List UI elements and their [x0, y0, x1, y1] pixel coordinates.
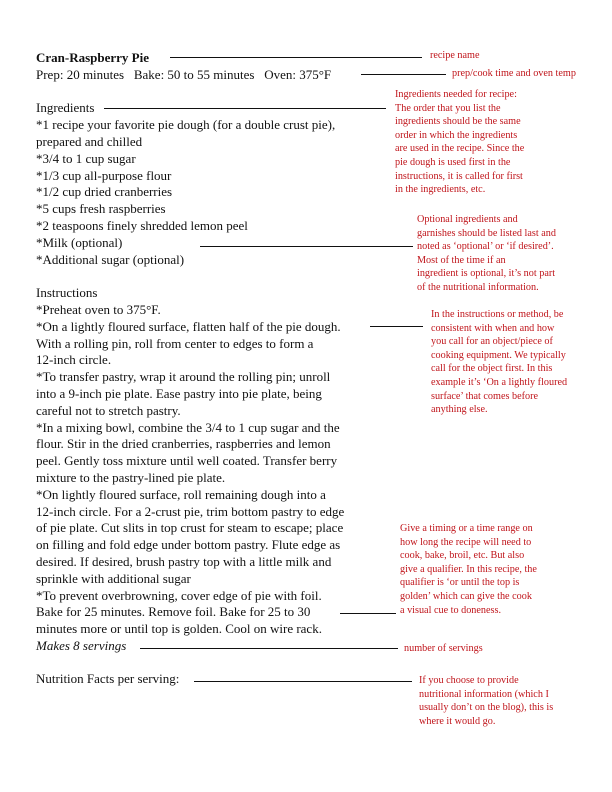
annotation-instructions: [431, 308, 606, 417]
spacer: [36, 268, 376, 285]
annotation-line: Optional ingredients and: [417, 214, 518, 225]
annotation-timing: [400, 522, 600, 617]
annotation-ingredients: [395, 88, 595, 197]
annotation-line: in the ingredients, etc.: [395, 184, 486, 196]
ingredient-line: *5 cups fresh raspberries: [36, 201, 166, 217]
annotation-line: ingredient is optional, it’s not part: [417, 268, 556, 280]
annotation-line: qualifier is ‘or until the top is: [400, 577, 520, 589]
annotation-line: Most of the time if an: [417, 254, 506, 266]
recipe-body: [36, 50, 376, 688]
ingredient-line: *Milk (optional): [36, 234, 123, 250]
annotation-line: you call for an object/piece of: [431, 336, 553, 348]
annotation-line: consistent with when and how: [431, 322, 555, 334]
instruction-line: *On a lightly floured surface, flatten half of the pie dough.: [36, 318, 341, 334]
annotation-line: Ingredients needed for recipe:: [395, 89, 517, 100]
leader-line-recipe-name: [170, 57, 422, 58]
recipe-title: Cran-Raspberry Pie: [36, 50, 150, 65]
ingredients-heading: Ingredients: [36, 100, 95, 116]
annotation-line: If you choose to provide: [419, 675, 519, 686]
instruction-line: of pie plate. Cut slits in top crust for steam to escape; place: [36, 520, 344, 536]
instruction-line: desired. If desired, brush pastry top with a little milk and: [36, 553, 332, 569]
instructions-list: [36, 302, 376, 638]
ingredient-line: prepared and chilled: [36, 133, 143, 149]
annotation-line: example it’s ‘On a lightly floured: [431, 376, 568, 388]
annotation-line: of the nutritional information.: [417, 281, 539, 293]
instruction-line: *To transfer pastry, wrap it around the rolling pin; unroll: [36, 369, 331, 385]
annotation-nutrition: [419, 674, 604, 728]
annotation-line: a visual cue to doneness.: [400, 604, 501, 616]
annotation-servings: number of servings: [404, 643, 483, 654]
ingredient-line: *1/3 cup all-purpose flour: [36, 167, 172, 183]
annotation-recipe-name: recipe name: [430, 50, 480, 61]
instruction-line: With a rolling pin, roll from center to edges to form a: [36, 335, 314, 351]
ingredient-line: *1 recipe your favorite pie dough (for a double crust pie),: [36, 117, 336, 133]
annotation-line: order in which the ingredients: [395, 129, 518, 141]
leader-line-timing: [340, 613, 396, 614]
instruction-line: *To prevent overbrowning, cover edge of pie with foil.: [36, 587, 322, 603]
instruction-line: into a 9-inch pie plate. Ease pastry into pie plate, being: [36, 385, 322, 401]
annotation-line: are used in the recipe. Since the: [395, 143, 525, 155]
ingredient-line: *2 teaspoons finely shredded lemon peel: [36, 217, 248, 233]
annotation-line: nutritional information (which I: [419, 688, 549, 700]
instructions-heading: Instructions: [36, 285, 98, 301]
annotation-line: usually don’t on the blog), this is: [419, 702, 554, 714]
instruction-line: *On lightly floured surface, roll remaining dough into a: [36, 486, 326, 502]
annotation-line: surface’ that comes before: [431, 390, 539, 402]
leader-line-servings: [140, 648, 398, 649]
instruction-line: *In a mixing bowl, combine the 3/4 to 1 cup sugar and the: [36, 419, 340, 435]
spacer: [36, 655, 376, 672]
ingredient-line: *3/4 to 1 cup sugar: [36, 150, 136, 166]
leader-line-instructions: [370, 326, 423, 327]
ingredient-line: *Additional sugar (optional): [36, 251, 185, 267]
annotation-line: anything else.: [431, 404, 488, 416]
annotation-line: golden’ which can give the cook: [400, 590, 532, 602]
annotation-line: pie dough is used first in the: [395, 156, 511, 168]
leader-line-optional: [200, 246, 413, 247]
annotation-line: instructions, it is called for first: [395, 170, 523, 182]
annotation-line: give a qualifier. In this recipe, the: [400, 563, 537, 575]
annotation-prep-cook: prep/cook time and oven temp: [452, 68, 576, 79]
annotation-line: call for the object first. In this: [431, 363, 553, 375]
spacer: [36, 84, 376, 101]
instruction-line: on filling and fold edge under bottom pastry. Flute edge as: [36, 537, 341, 553]
annotation-line: garnishes should be listed last and: [417, 227, 556, 239]
instruction-line: mixture to the pastry-lined pie plate.: [36, 469, 226, 485]
instruction-line: flour. Stir in the dried cranberries, raspberries and lemon: [36, 436, 331, 452]
annotation-line: Give a timing or a time range on: [400, 523, 533, 534]
nutrition-line: Nutrition Facts per serving:: [36, 671, 180, 687]
instruction-line: minutes more or until top is golden. Cool on wire rack.: [36, 621, 322, 637]
instruction-line: *Preheat oven to 375°F.: [36, 301, 161, 317]
annotation-line: The order that you list the: [395, 102, 501, 114]
instruction-line: 12-inch circle. For a 2-crust pie, trim bottom pastry to edge: [36, 503, 345, 519]
annotation-line: where it would go.: [419, 715, 496, 727]
annotation-line: how long the recipe will need to: [400, 536, 532, 548]
annotation-line: ingredients should be the same: [395, 116, 521, 128]
instruction-line: peel. Gently toss mixture until well coated. Transfer berry: [36, 453, 338, 469]
annotation-line: cook, bake, broil, etc. But also: [400, 550, 525, 562]
instruction-line: Bake for 25 minutes. Remove foil. Bake for 25 to 30: [36, 604, 311, 620]
leader-line-nutrition: [194, 681, 412, 682]
annotation-optional: [417, 213, 607, 295]
instruction-line: careful not to stretch pastry.: [36, 402, 181, 418]
recipe-times: Prep: 20 minutes Bake: 50 to 55 minutes Oven: 375°F: [36, 66, 332, 82]
instruction-line: sprinkle with additional sugar: [36, 570, 191, 586]
servings-line: Makes 8 servings: [36, 637, 127, 653]
leader-line-ingredients: [104, 108, 386, 109]
annotation-line: cooking equipment. We typically: [431, 349, 566, 361]
leader-line-prep-cook: [361, 74, 446, 75]
instruction-line: 12-inch circle.: [36, 352, 112, 368]
annotation-line: In the instructions or method, be: [431, 309, 564, 320]
annotation-line: noted as ‘optional’ or ‘if desired’.: [417, 241, 554, 253]
ingredient-line: *1/2 cup dried cranberries: [36, 184, 173, 200]
